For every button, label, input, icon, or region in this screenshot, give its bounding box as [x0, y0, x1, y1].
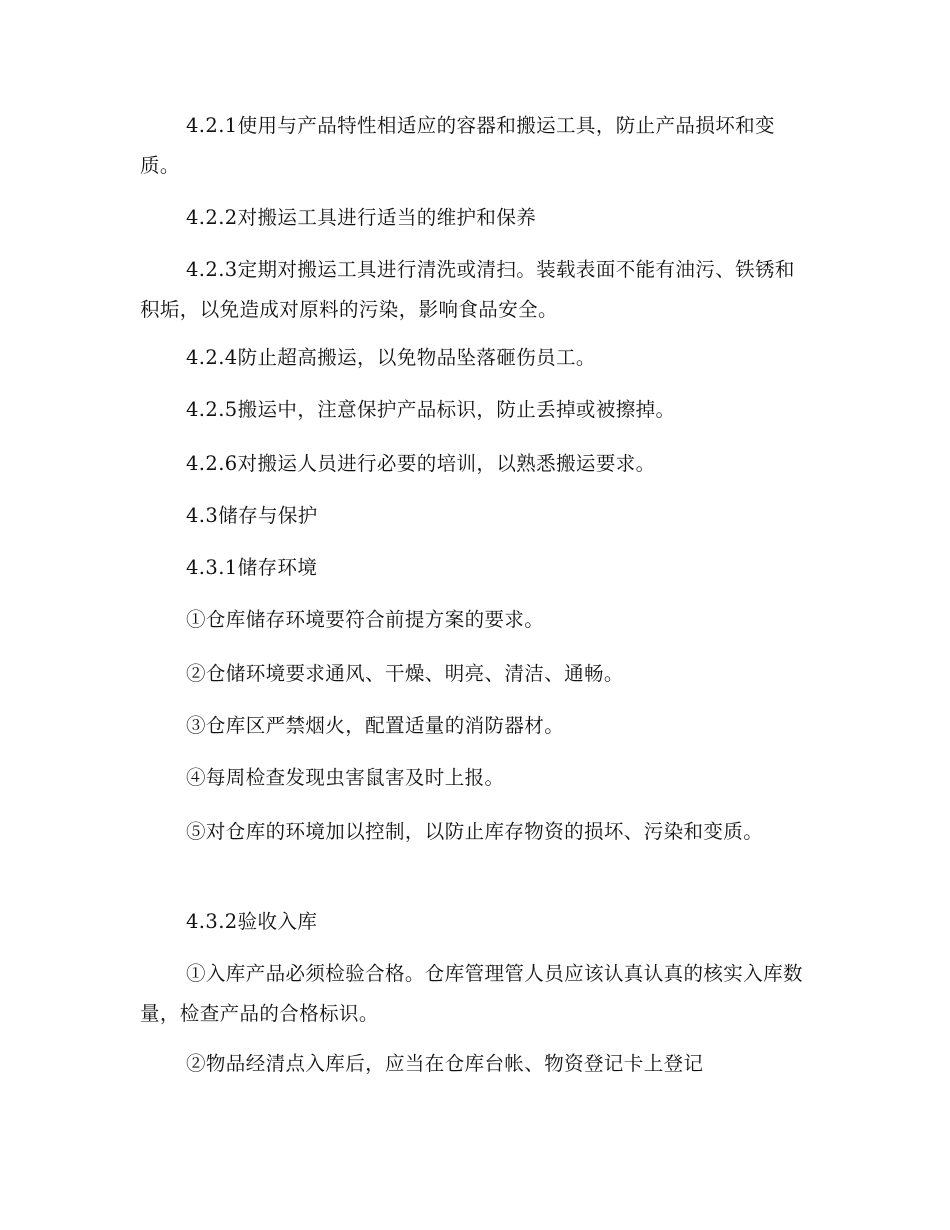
list-item-receipt-1: ①入库产品必须检验合格。仓库管理管人员应该认真认真的核实入库数量，检查产品的合格标识。 [140, 962, 803, 1025]
section-heading-4-3: 4.3储存与保护 [186, 504, 318, 527]
list-item-env-3: ③仓库区严禁烟火，配置适量的消防器材。 [186, 714, 565, 737]
paragraph-4-2-2: 4.2.2对搬运工具进行适当的维护和保养 [186, 206, 537, 229]
list-item-env-4: ④每周检查发现虫害鼠害及时上报。 [186, 766, 505, 789]
paragraph-4-2-4: 4.2.4防止超高搬运，以免物品坠落砸伤员工。 [186, 346, 596, 369]
paragraph-4-2-3: 4.2.3定期对搬运工具进行清洗或清扫。装载表面不能有油污、铁锈和积垢，以免造成对原料的污染，影响食品安全。 [140, 258, 795, 321]
paragraph-4-2-6: 4.2.6对搬运人员进行必要的培训，以熟悉搬运要求。 [186, 452, 656, 475]
paragraph-4-2-5: 4.2.5搬运中，注意保护产品标识，防止丢掉或被擦掉。 [186, 398, 676, 421]
list-item-env-2: ②仓储环境要求通风、干燥、明亮、清洁、通畅。 [186, 662, 624, 685]
subsection-heading-4-3-1: 4.3.1储存环境 [186, 556, 318, 579]
list-item-env-5: ⑤对仓库的环境加以控制，以防止库存物资的损坏、污染和变质。 [186, 820, 764, 843]
subsection-heading-4-3-2: 4.3.2验收入库 [186, 910, 318, 933]
list-item-env-1: ①仓库储存环境要符合前提方案的要求。 [186, 608, 545, 631]
list-item-receipt-2: ②物品经清点入库后，应当在仓库台帐、物资登记卡上登记 [186, 1052, 704, 1075]
paragraph-4-2-1: 4.2.1使用与产品特性相适应的容器和搬运工具，防止产品损坏和变质。 [140, 114, 775, 177]
